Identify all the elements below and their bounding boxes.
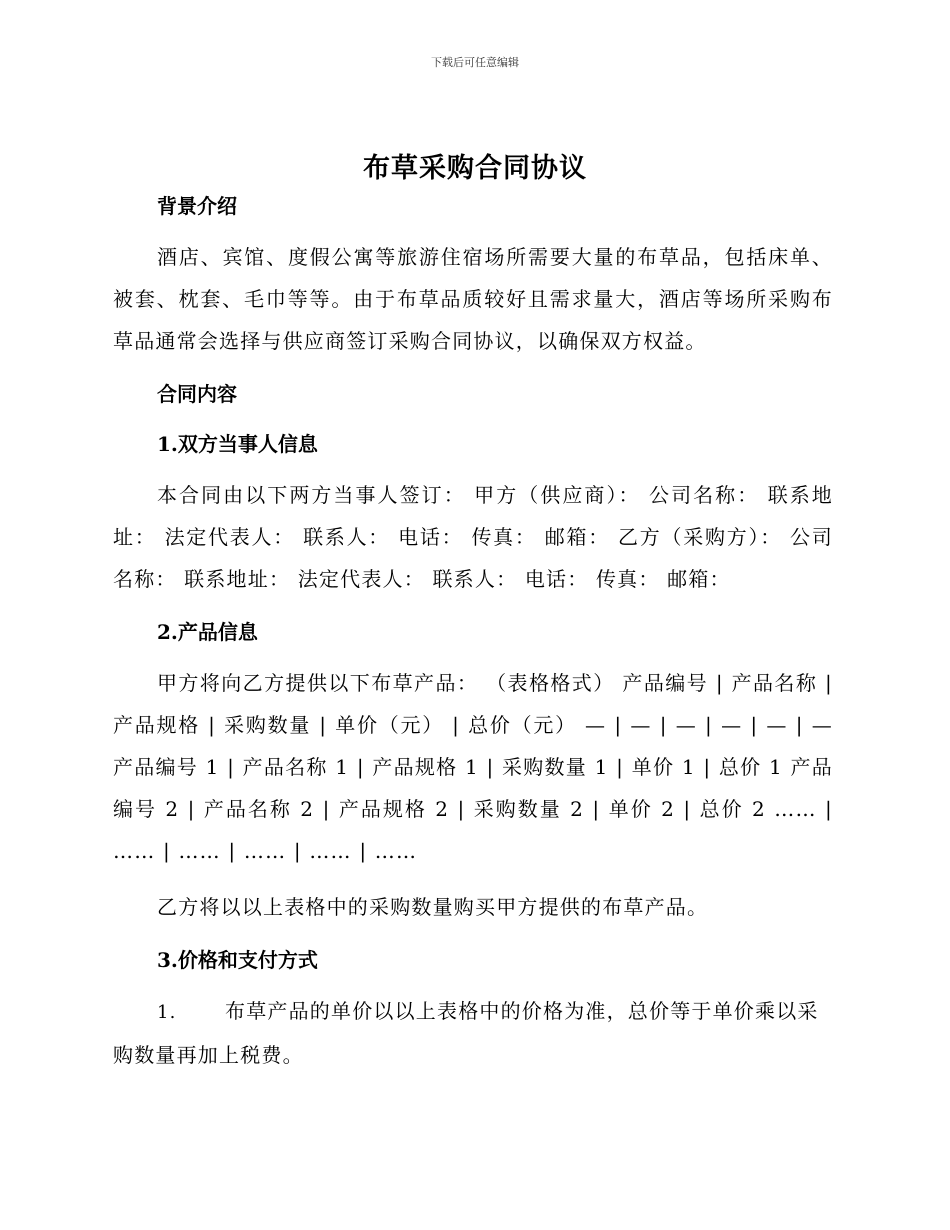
section-heading-price: 3.价格和支付方式 — [157, 948, 318, 972]
section-heading-background: 背景介绍 — [157, 194, 237, 218]
product-paragraph: 甲方将向乙方提供以下布草产品： （表格格式） 产品编号 | 产品名称 | 产品规格 | 采购数量 | 单价（元） | 总价（元） — | — | — | — | — | — 产品编号 1 | 产品名称 1 | 产品规格 1 | 采购数量 1 | 单价 1 | 总价 1 产品编号 2 | 产品名称 2 | 产品规格 2 | 采购数量 2 | 单价 2 | 总价 2 …… | …… | …… | …… | …… | …… — [113, 671, 833, 863]
section-heading-product: 2.产品信息 — [157, 620, 258, 644]
section-heading-parties: 1.双方当事人信息 — [157, 432, 318, 456]
product-note-paragraph: 乙方将以以上表格中的采购数量购买甲方提供的布草产品。 — [157, 895, 709, 919]
parties-paragraph: 本合同由以下两方当事人签订： 甲方（供应商）： 公司名称： 联系地址： 法定代表人： 联系人： 电话： 传真： 邮箱： 乙方（采购方）： 公司名称： 联系地址： 法定代表人： 联系人： 电话： 传真： 邮箱： — [113, 483, 833, 591]
section-heading-contract: 合同内容 — [157, 382, 237, 406]
document-title: 布草采购合同协议 — [363, 153, 587, 184]
list-item-number: 1. — [157, 1002, 177, 1023]
background-paragraph: 酒店、宾馆、度假公寓等旅游住宿场所需要大量的布草品，包括床单、被套、枕套、毛巾等等。由于布草品质较好且需求量大，酒店等场所采购布草品通常会选择与供应商签订采购合同协议，以确保双方权益。 — [113, 245, 833, 353]
list-item-text: 布草产品的单价以以上表格中的价格为准，总价等于单价乘以采购数量再加上税费。 — [113, 999, 819, 1067]
document-body — [113, 190, 833, 1076]
page-header-note: 下载后可任意编辑 — [431, 56, 519, 69]
price-list-item — [113, 990, 833, 1076]
